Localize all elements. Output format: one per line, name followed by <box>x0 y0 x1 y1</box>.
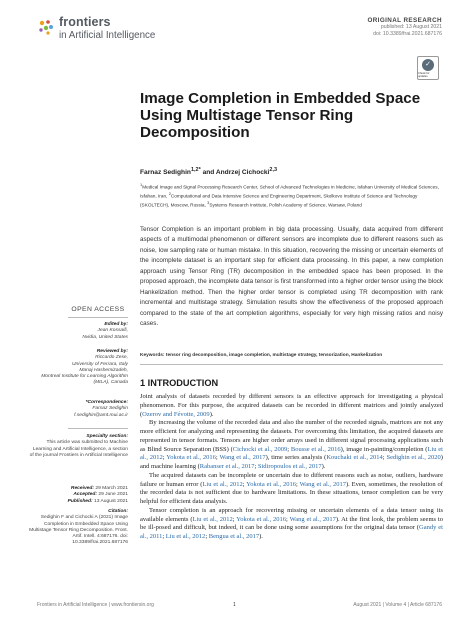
reviewers-block <box>28 349 128 387</box>
keywords-label: Keywords: <box>140 353 165 358</box>
text-run: Tensor completion is an approach for recovering missing or uncertain elements of a data tensor using its available elements ( <box>140 506 443 523</box>
affiliation-text: Computational and Data Intensive Science and Engineering Department, Skolkovo Institute of Science and Technology (SKOLTECH), Moscow, Russia, <box>140 193 418 208</box>
paragraph <box>140 393 443 419</box>
page-number: 1 <box>233 602 236 608</box>
text-run: By increasing the volume of the recorded data and also the number of the recorded signals, matrices are not any more efficient for analyzing and representing the datasets. For overcoming this limitation, the acquired datasets are represented in tensor formats. Tensors are higher order arrays used in different signal processing applications such as Blind Source Separation (BSS) ( <box>140 419 443 453</box>
affiliation-text: Medical Image and Signal Processing Research Center, School of Advanced Technologies in Medicine, Isfahan University of Medical Sciences, Isfahan, Iran, <box>140 184 439 199</box>
text-run: ; <box>162 454 167 462</box>
text-run: ; <box>287 445 291 453</box>
affiliations <box>140 182 445 209</box>
reviewer-affiliation: Montreal Institute for Learning Algorithm (MILA), Canada <box>41 374 128 386</box>
citation-link[interactable]: Liu et al., 2012 <box>165 533 206 540</box>
text-run: ; <box>232 515 237 523</box>
text-run: ; <box>215 454 220 462</box>
specialty-text: This article was submitted to Machine Learning and Artificial Intelligence, a section of the journal Frontiers in Artificial Intelligence <box>29 440 128 458</box>
editor-name[interactable]: Jean Kossaifi, <box>97 328 128 334</box>
citation-link[interactable]: Bengua et al., 2017 <box>208 533 260 540</box>
citation-link[interactable]: Sidiropoulos et al., 2017 <box>257 463 322 470</box>
author-separator: and <box>200 169 216 177</box>
citation-block <box>28 509 128 547</box>
article-title: Image Completion in Embedded Space Using Multistage Tensor Ring Decomposition <box>140 90 421 142</box>
text-run: ; <box>254 463 258 470</box>
received-label: Received: <box>70 486 95 491</box>
author-affiliation-sup: 1,2 <box>190 167 199 173</box>
editor-block <box>28 322 128 341</box>
accepted-date: 29 June 2021 <box>98 492 128 498</box>
logo-name: frontiers <box>59 15 111 29</box>
published-date: published: 13 August 2021 <box>380 24 442 30</box>
text-run: ), time series analysis ( <box>265 454 327 462</box>
author-list <box>140 167 277 176</box>
divider <box>140 364 443 365</box>
affiliation-number: 2 <box>168 190 171 196</box>
text-run: ). <box>321 463 326 470</box>
text-run: ). <box>259 533 263 540</box>
citation-link[interactable]: Yokota et al., 2016 <box>246 480 297 488</box>
page-footer <box>37 602 442 612</box>
affiliation-number: 3 <box>207 199 210 205</box>
correspondence-block <box>28 400 128 419</box>
logo-subtitle: in Artificial Intelligence <box>59 29 156 41</box>
citation-link[interactable]: Ozerov and Févotte, 2009 <box>142 410 210 418</box>
specialty-label: Specialty section: <box>86 434 128 439</box>
keywords <box>140 353 443 358</box>
citation-link[interactable]: Yokota et al., 2016 <box>236 515 286 523</box>
paragraph <box>140 507 443 542</box>
text-run: ; <box>242 480 247 488</box>
reviewer-affiliation: University of Ferrara, Italy <box>72 361 128 367</box>
citation-link[interactable]: Gandy et al., 2011 <box>140 524 443 540</box>
text-run: ; <box>296 480 300 488</box>
citation-link[interactable]: Cichocki et al., 2009 <box>232 445 288 453</box>
affiliation-number: 1 <box>140 182 143 187</box>
paragraph <box>140 419 443 472</box>
open-access-label: OPEN ACCESS <box>71 306 125 313</box>
footer-journal-link[interactable]: Frontiers in Artificial Intelligence | www.frontiersin.org <box>37 602 154 608</box>
journal-logo[interactable] <box>37 16 187 46</box>
reviewer-name[interactable]: Riccardo Zese, <box>95 355 128 361</box>
citation-link[interactable]: Wang et al., 2017 <box>219 454 266 462</box>
specialty-block <box>28 434 128 459</box>
text-run: ) and machine learning ( <box>140 454 443 470</box>
author-name[interactable]: Andrzej Cichocki <box>215 169 270 177</box>
text-run: ). Even, sometimes, the resolution of the recorded data is not sufficient due to hardware limitations. In these situations, tensor completion can be very helpful for efficient data analysis. <box>140 480 443 505</box>
received-date: 29 March 2021 <box>95 486 128 491</box>
abstract: Tensor Completion is an important problem in big data processing. Usually, data acquired from different aspects of a multimodal phenomenon or different sensors are incomplete due to different reasons such as noise, low sampling rate or human mistake. In this situation, recovering the missing or uncertain elements of the incomplete dataset is an important step for efficient data processing. In this paper, a new completion approach using Tensor Ring (TR) decomposition in the embedded space has been proposed. In the proposed approach, the incomplete data tensor is first transformed into a higher order tensor using the block Hankelization method. Then the higher order tensor is completed using TR decomposition with rank incremental and multistage strategy. Simulation results show the effectiveness of the proposed approach compared to the state of the art completion algorithms, especially for very high missing ratios and noisy cases. <box>140 226 443 328</box>
introduction-body <box>140 393 443 542</box>
doi-link[interactable]: doi: 10.3389/frai.2021.687176 <box>373 31 442 37</box>
text-run: ; <box>286 515 290 523</box>
text-run: ). <box>209 410 214 418</box>
author-name[interactable]: Farnaz Sedighin <box>140 169 191 177</box>
frontiers-logo-icon <box>37 18 55 36</box>
text-run: ), image in-painting/completion ( <box>340 445 428 453</box>
editor-affiliation: Nvidia, United States <box>82 334 128 340</box>
corresponding-marker: * <box>198 167 201 173</box>
citation-link[interactable]: Liu et al., 2012 <box>192 515 233 523</box>
correspondence-email[interactable]: f.sedighin@amt.mui.ac.ir <box>74 412 128 418</box>
citation-link[interactable]: Liu et al., 2012 <box>140 445 443 462</box>
reviewed-by-label: Reviewed by: <box>96 349 128 354</box>
citation-link[interactable]: Yokota et al., 2016 <box>166 454 216 462</box>
citation-label: Citation: <box>108 509 128 514</box>
correspondence-label: *Correspondence: <box>85 400 128 405</box>
citation-text: Sedighin F and Cichocki A (2021) Image Completion in Embedded Space Using Multistage Tensor Ring Decomposition. Front. Artif. Intell. 4:687176. doi: 10.3389/frai.2021.687176 <box>29 515 128 546</box>
citation-link[interactable]: Wang et al., 2017 <box>299 480 346 488</box>
dates-block <box>28 486 128 505</box>
reviewer-name[interactable]: Manaj Hashemizadeh, <box>79 367 128 373</box>
affiliation-text: Systems Research Institute, Polish Academy of Science, Warsaw, Poland <box>209 202 362 208</box>
correspondence-name: Farnaz Sedighin <box>92 406 128 412</box>
article-type: ORIGINAL RESEARCH <box>367 17 442 24</box>
section-heading: 1 INTRODUCTION <box>140 378 219 388</box>
check-for-updates-button[interactable] <box>417 56 439 80</box>
article-meta <box>367 17 442 38</box>
keywords-text: tensor ring decomposition, image completion, multistage strategy, tensorization, Hankelization <box>165 353 383 358</box>
text-run: ; <box>162 533 166 540</box>
author-affiliation-sup: 2,3 <box>269 167 278 173</box>
citation-link[interactable]: Kouchaki et al., 2014 <box>326 454 383 462</box>
citation-link[interactable]: Rabanser et al., 2017 <box>199 463 255 470</box>
citation-link[interactable]: Sedighin et al., 2020 <box>386 454 441 462</box>
text-run: The acquired datasets can be incomplete or uncertain due to different reasons such as noise, outliers, hardware failure or human error ( <box>140 471 443 488</box>
published-label: Published: <box>67 498 93 504</box>
text-run: Joint analysis of datasets recorded by different sensors is an effective approach for investigating a physical phenomenon. For this purpose, the acquired datasets can be recorded in different matrices and jointly analyzed ( <box>140 393 443 418</box>
edited-by-label: Edited by: <box>104 322 128 327</box>
divider <box>68 428 128 429</box>
citation-link[interactable]: Wang et al., 2017 <box>289 515 336 523</box>
text-run: ; <box>382 454 387 462</box>
accepted-label: Accepted: <box>73 492 97 498</box>
text-run: ; <box>205 533 209 540</box>
bookmark-check-icon: ✓ <box>422 59 434 71</box>
text-run: ). At the first look, the problem seems to be ill-posed and difficult, but indeed, it can be done using some assumptions for the original data tensor ( <box>140 515 443 532</box>
published-date: 13 August 2021 <box>94 498 128 504</box>
citation-link[interactable]: Bousse et al., 2016 <box>290 445 341 453</box>
check-for-updates-label: Check for updates <box>418 71 430 78</box>
paragraph <box>140 472 443 507</box>
footer-volume: August 2021 | Volume 4 | Article 687176 <box>353 602 442 608</box>
citation-link[interactable]: Liu et al., 2012 <box>202 480 243 488</box>
divider <box>68 317 128 318</box>
